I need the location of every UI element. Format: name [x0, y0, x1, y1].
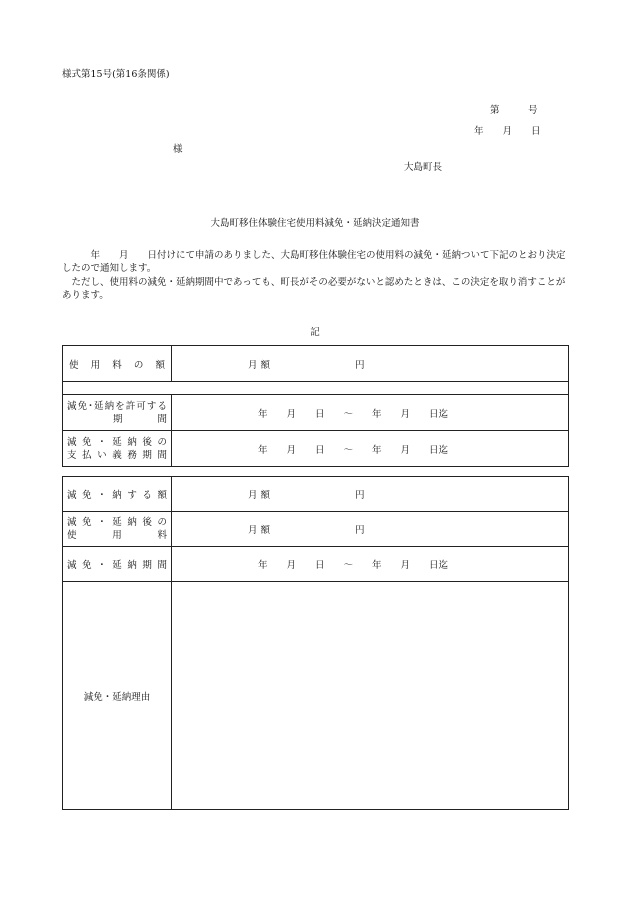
after-fee-monthly-label: 月 額 [248, 525, 271, 536]
amount-label-cell [63, 477, 172, 512]
spacer-cell [63, 382, 569, 395]
permit-period-label-line1: 減免･延納を許可する [67, 400, 167, 412]
document-title: 大島町移住体験住宅使用料減免・延納決定通知書 [210, 218, 420, 229]
fee-label: 使用料の額 [69, 359, 165, 371]
fee-table [62, 345, 569, 467]
after-fee-value-cell [172, 512, 569, 547]
after-period-label-line1: 減免・延納後の [67, 436, 167, 448]
reason-label: 減免・延納理由 [83, 691, 151, 703]
ki-heading: 記 [310, 327, 320, 338]
reason-label-cell [63, 582, 172, 810]
fee-monthly-label: 月 額 [248, 359, 271, 371]
after-period-row [63, 431, 569, 467]
after-fee-yen-unit: 円 [355, 525, 365, 536]
permit-period-value-cell [172, 395, 569, 431]
fee-value-cell [172, 346, 569, 382]
issuer-name: 大島町長 [404, 162, 443, 173]
fee-row [63, 346, 569, 382]
after-period-range: 年 月 日 〜 年 月 日迄 [258, 444, 449, 456]
permit-period-label-line2: 期 間 [113, 413, 167, 425]
reason-value-cell [172, 582, 569, 810]
fee-label-cell [63, 346, 172, 382]
amount-label: 減免・納する額 [67, 490, 167, 501]
period-value-cell [172, 547, 569, 582]
period-label-cell [63, 547, 172, 582]
document-number: 第 号 [490, 105, 538, 116]
body-paragraph-1: 年 月 日付けにて申請のありました、大島町移住体験住宅の使用料の減免・延納ついて下記のとおり決定したので通知します。 [62, 250, 566, 274]
body-paragraph-2: ただし、使用料の減免・延納期間中であっても、町長がその必要がないと認めたときは、この決定を取り消すことがあります。 [62, 277, 566, 301]
spacer-row [63, 382, 569, 395]
after-fee-label-cell [63, 512, 172, 547]
period-row [63, 547, 569, 582]
fee-yen-unit: 円 [355, 359, 365, 371]
after-fee-label-line2: 使 用 料 [67, 530, 167, 541]
after-fee-label-line1: 減免・延納後の [67, 517, 167, 528]
after-period-label-cell [63, 431, 172, 467]
period-range: 年 月 日 〜 年 月 日迄 [258, 560, 449, 571]
permit-period-row [63, 395, 569, 431]
form-number: 様式第15号(第16条関係) [62, 69, 170, 80]
amount-monthly-label: 月 額 [248, 490, 271, 501]
reason-row [63, 582, 569, 810]
addressee-suffix: 様 [173, 144, 183, 155]
amount-value-cell [172, 477, 569, 512]
amount-yen-unit: 円 [355, 490, 365, 501]
after-period-value-cell [172, 431, 569, 467]
after-fee-row [63, 512, 569, 547]
permit-period-range: 年 月 日 〜 年 月 日迄 [258, 408, 449, 420]
exemption-table [62, 476, 569, 810]
amount-row [63, 477, 569, 512]
period-label: 減免・延納期間 [67, 560, 167, 571]
after-period-label-line2: 支払い義務期間 [67, 449, 167, 461]
issue-date: 年 月 日 [474, 126, 541, 137]
permit-period-label-cell [63, 395, 172, 431]
